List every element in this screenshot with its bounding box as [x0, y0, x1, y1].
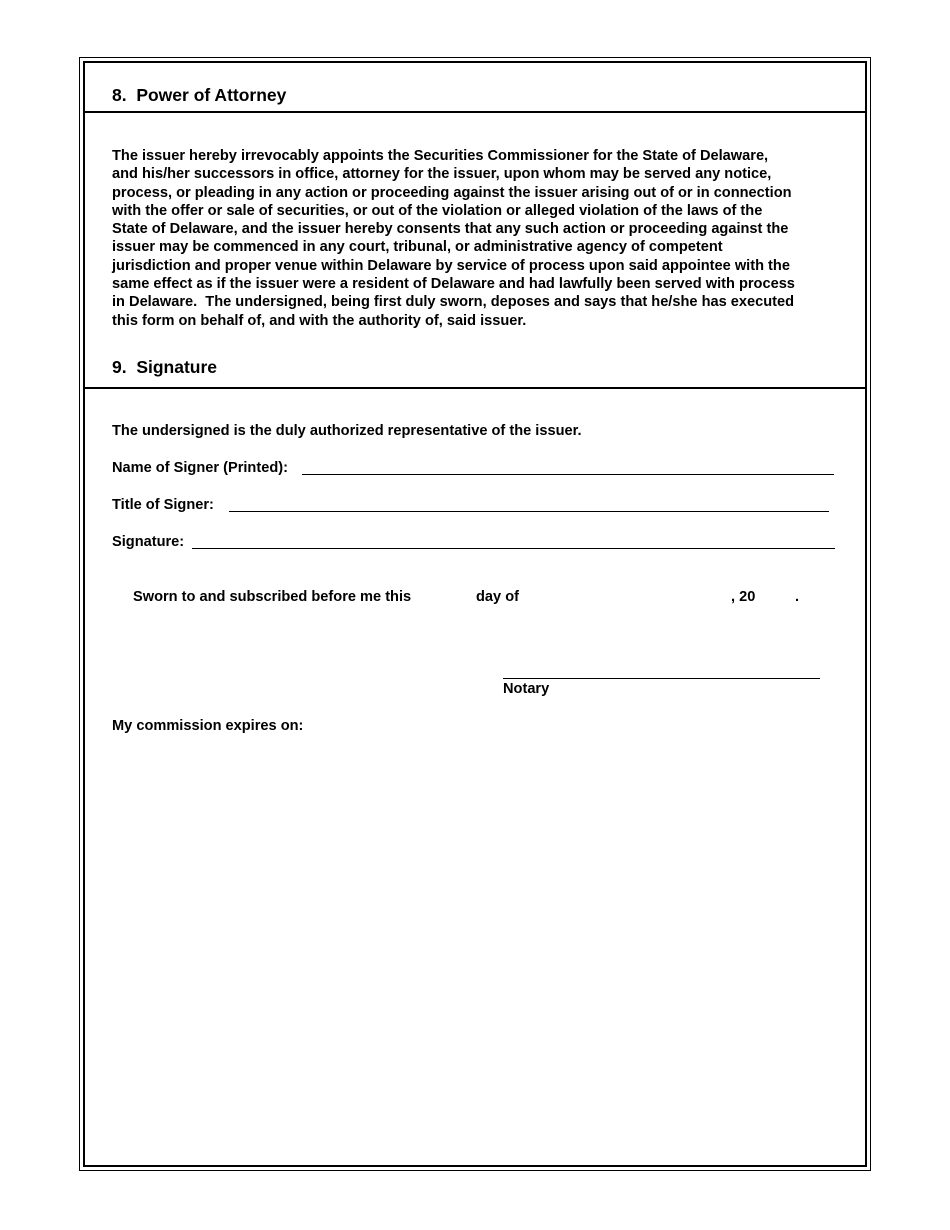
- signature-field[interactable]: [192, 548, 835, 549]
- sworn-statement: Sworn to and subscribed before me this: [133, 589, 412, 605]
- paragraph-line: with the offer or sale of securities, or out of the violation or alleged violation of the laws of the: [112, 202, 763, 219]
- section-9-heading: 9. Signature: [112, 357, 218, 377]
- section-8-divider: [85, 111, 865, 113]
- paragraph-line: in Delaware. The undersigned, being first duly sworn, deposes and says that he/she has executed: [112, 294, 795, 311]
- signer-title-field[interactable]: [229, 511, 829, 512]
- sworn-period: .: [795, 589, 800, 605]
- year-prefix: , 20: [731, 589, 756, 605]
- paragraph-line: issuer may be commenced in any court, tribunal, or administrative agency of competent: [112, 239, 723, 256]
- commission-expiry-label: My commission expires on:: [112, 718, 304, 734]
- section-9-divider: [85, 387, 865, 389]
- power-of-attorney-paragraph: [112, 147, 852, 330]
- day-of-label: day of: [476, 589, 519, 605]
- paragraph-line: jurisdiction and proper venue within Delaware by service of process upon said appointee with the: [112, 257, 790, 274]
- notary-signature-field[interactable]: [503, 678, 820, 679]
- representative-statement: The undersigned is the duly authorized representative of the issuer.: [112, 423, 582, 439]
- paragraph-line: State of Delaware, and the issuer hereby consents that any such action or proceeding against the: [112, 221, 789, 238]
- paragraph-line: same effect as if the issuer were a resident of Delaware and had lawfully been served with process: [112, 276, 795, 293]
- section-8-heading: 8. Power of Attorney: [112, 85, 287, 105]
- signer-name-label: Name of Signer (Printed):: [112, 460, 288, 476]
- paragraph-line: process, or pleading in any action or proceeding against the issuer arising out of or in connection: [112, 184, 792, 201]
- paragraph-line: The issuer hereby irrevocably appoints the Securities Commissioner for the State of Delaware,: [112, 148, 769, 164]
- paragraph-line: and his/her successors in office, attorney for the issuer, upon whom may be served any notice,: [112, 166, 772, 183]
- signature-label: Signature:: [112, 534, 185, 550]
- signer-name-field[interactable]: [302, 474, 834, 475]
- paragraph-line: this form on behalf of, and with the authority of, said issuer.: [112, 312, 527, 329]
- signer-title-label: Title of Signer:: [112, 497, 214, 513]
- notary-label: Notary: [503, 681, 550, 697]
